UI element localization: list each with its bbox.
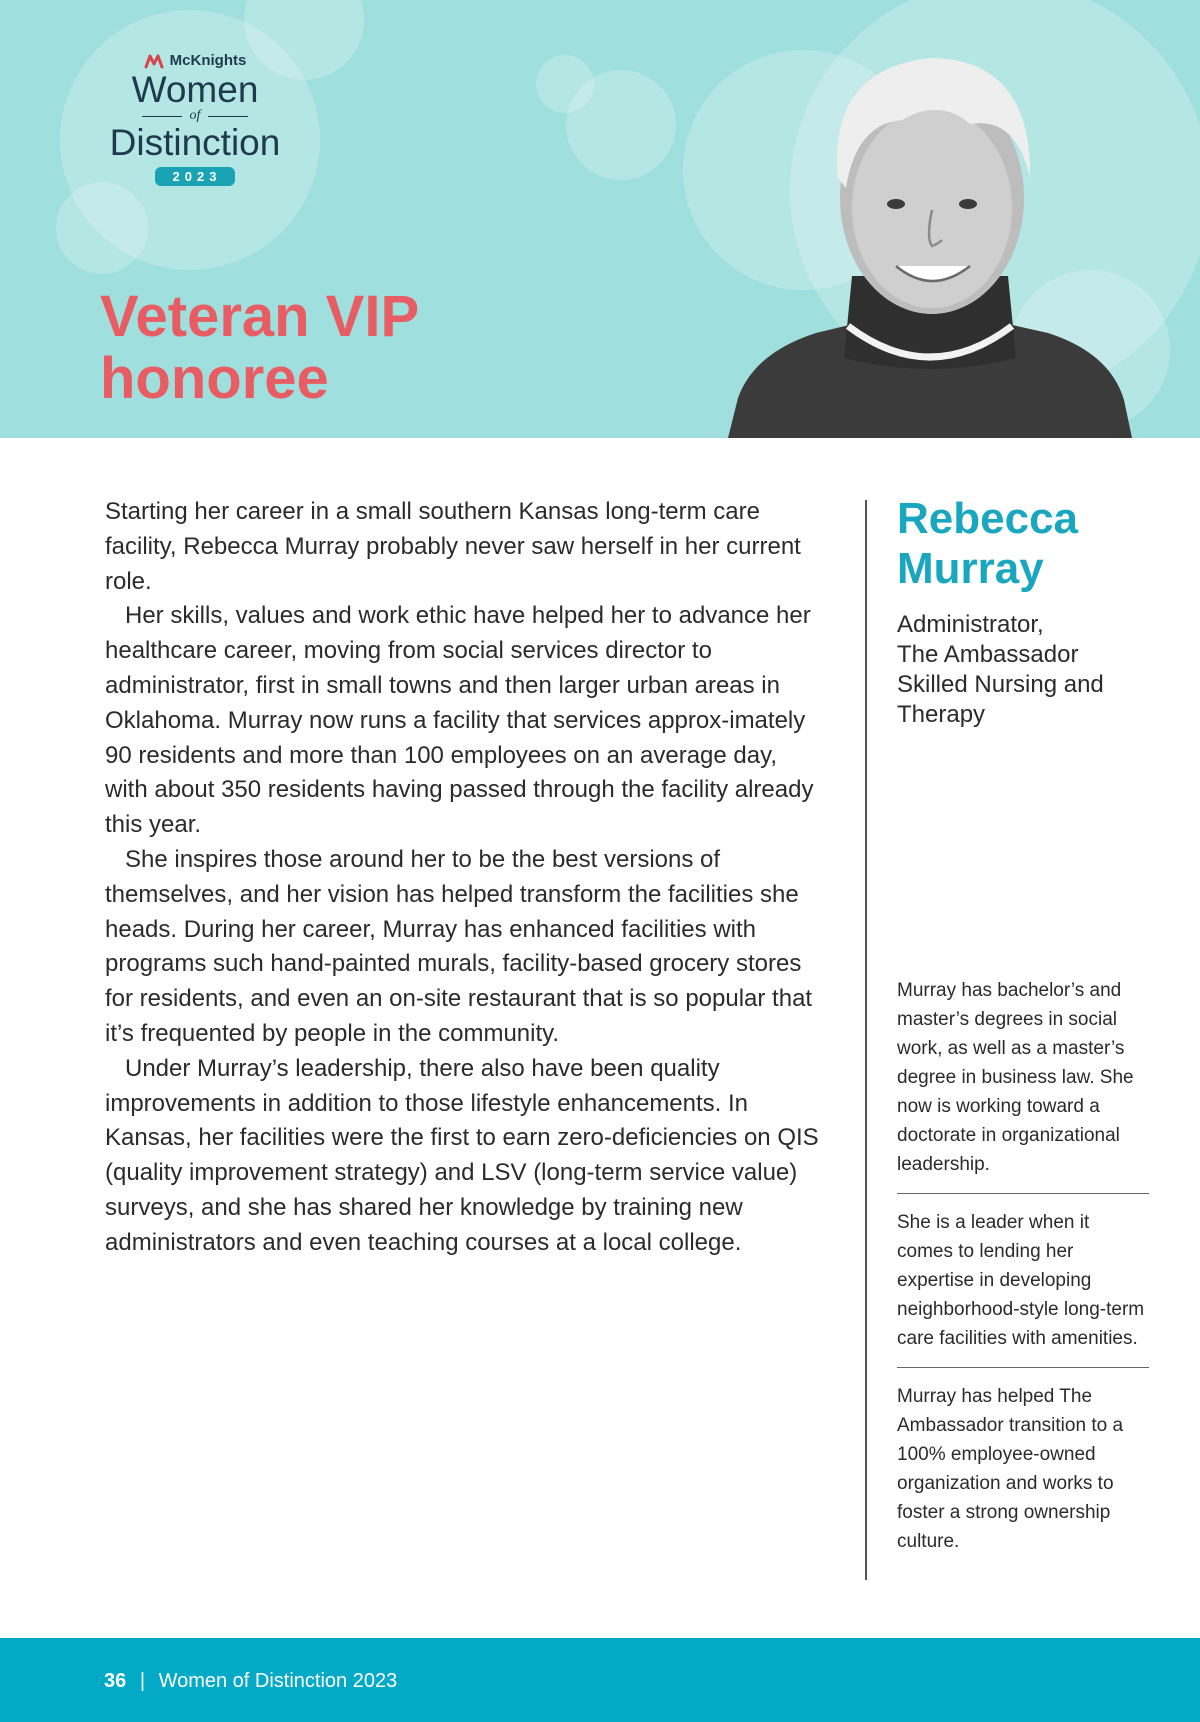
job-title-line: Therapy <box>897 701 986 728</box>
logo-brand-text: McKnights <box>169 52 247 69</box>
article-paragraph: Under Murray’s leadership, there also have been quality improvements in addition to those lifestyle enhancements. In Kansas, her facilities were the first to earn zero-deficiencies on QIS (quality improvement strategy) and LSV (long-term service value) surveys, and she has shared her knowledge by training new administrators and even teaching courses at a local college. <box>105 1054 819 1256</box>
page-footer <box>0 1638 1200 1722</box>
honoree-first-name: Rebecca <box>897 494 1079 543</box>
mcknights-logo-icon <box>144 53 164 69</box>
honoree-facts <box>897 976 1149 1556</box>
logo-rule <box>142 116 182 117</box>
job-title-line: Administrator, <box>897 611 1044 638</box>
fact-item: She is a leader when it comes to lending her expertise in developing neighborhood-style long-term care facilities with amenities. <box>897 1212 1145 1349</box>
honoree-portrait <box>720 28 1140 438</box>
footer-separator: | <box>139 1670 146 1692</box>
decorative-bubble <box>56 182 148 274</box>
fact-item: Murray has helped The Ambassador transition to a 100% employee-owned organization and works to foster a strong ownership culture. <box>897 1386 1124 1552</box>
logo-of <box>90 109 300 123</box>
honoree-job-title <box>897 610 1147 730</box>
logo-women: Women <box>131 69 259 110</box>
page-title <box>100 286 419 410</box>
fact-divider <box>897 1193 1149 1194</box>
logo-of-text: of <box>189 108 201 123</box>
column-divider <box>865 500 867 1580</box>
logo-distinction: Distinction <box>109 122 281 163</box>
article-paragraph: She inspires those around her to be the best versions of themselves, and her vision has helped transform the facilities she heads. During her career, Murray has enhanced facilities with programs such hand-painted murals, facility-based grocery stores for residents, and even an on-site restaurant that is so popular that it’s frequented by people in the community. <box>105 845 813 1047</box>
logo-year-badge: 2023 <box>155 167 236 186</box>
publication-name: Women of Distinction 2023 <box>158 1670 398 1692</box>
logo-rule <box>208 116 248 117</box>
hero-banner <box>0 0 1200 438</box>
fact-divider <box>897 1367 1149 1368</box>
job-title-line: The Ambassador <box>897 641 1079 668</box>
honoree-name <box>897 494 1147 594</box>
article-body <box>105 495 825 1261</box>
article-paragraph: Starting her career in a small southern Kansas long-term care facility, Rebecca Murray probably never saw herself in her current role. <box>105 498 801 595</box>
title-line-2: honoree <box>100 346 329 411</box>
job-title-line: Skilled Nursing and <box>897 671 1104 698</box>
title-line-1: Veteran VIP <box>100 284 420 349</box>
honoree-sidebar <box>897 494 1147 730</box>
page-number: 36 <box>104 1670 127 1692</box>
logo-brand <box>90 52 300 69</box>
article-paragraph: Her skills, values and work ethic have helped her to advance her healthcare career, moving from social services director to administrator, first in small towns and then larger urban areas in Oklahoma. Murray now runs a facility that services approx-imately 90 residents and more than 100 employees on an average day, with about 350 residents having passed through the facility already this year. <box>105 602 814 839</box>
footer-text <box>104 1670 397 1693</box>
event-logo <box>90 52 300 186</box>
decorative-bubble <box>566 70 676 180</box>
honoree-last-name: Murray <box>897 544 1044 593</box>
fact-item: Murray has bachelor’s and master’s degrees in social work, as well as a master’s degree in business law. She now is working toward a doctorate in organizational leadership. <box>897 980 1134 1175</box>
